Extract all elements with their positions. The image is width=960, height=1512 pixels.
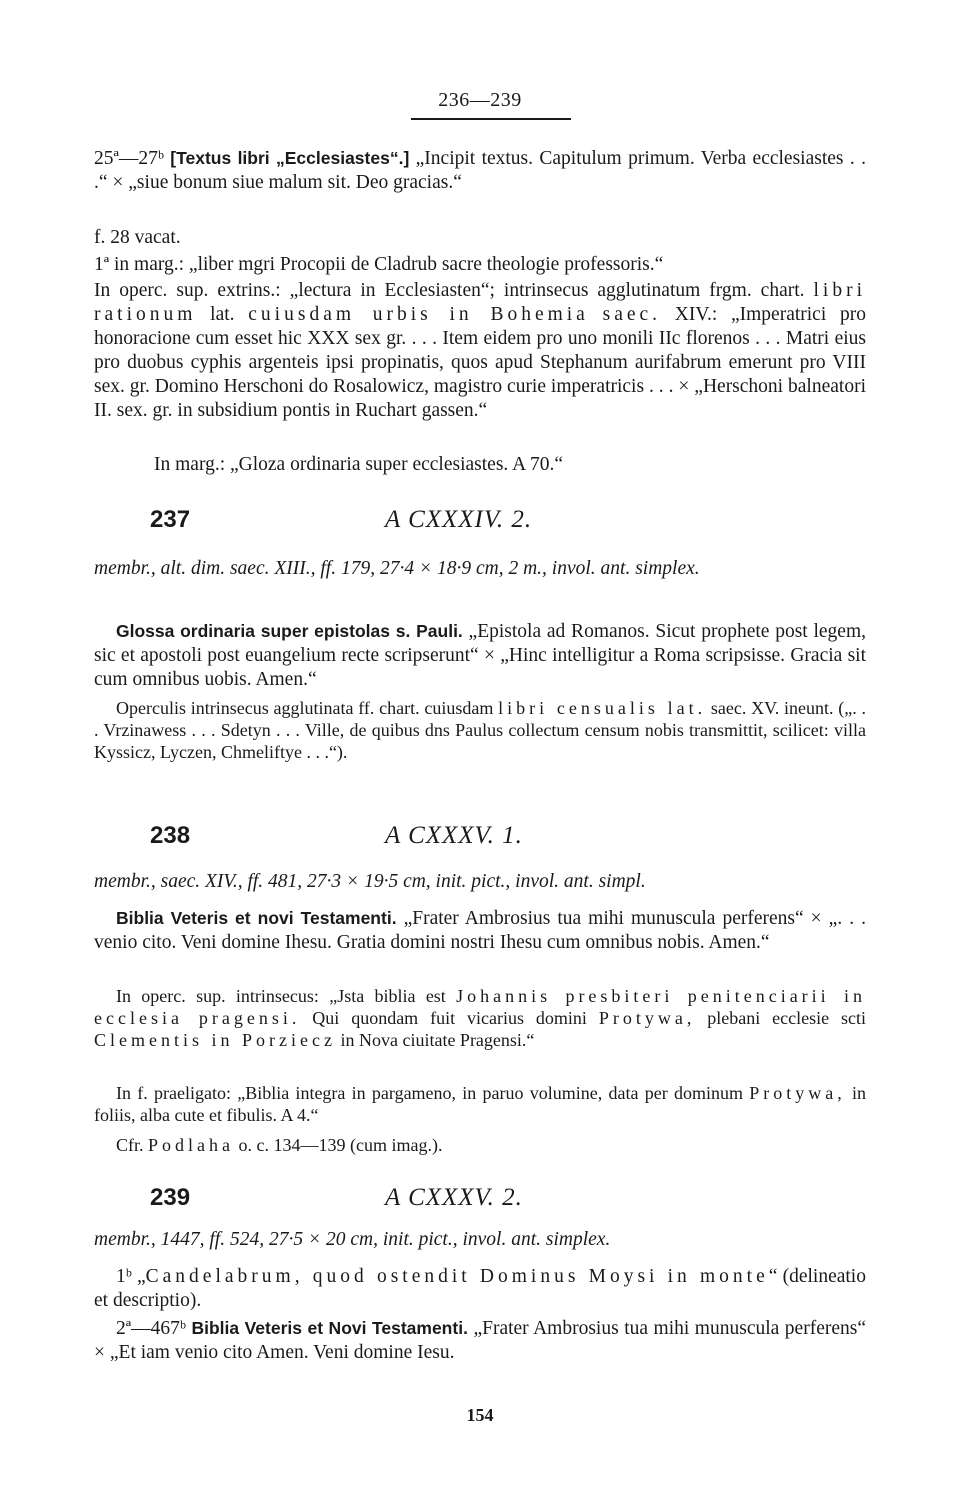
entry-236-note-gloza: In marg.: „Gloza ordinaria super ecclesiastes. A 70.“: [154, 454, 563, 475]
entry-238-note-cover: In operc. sup. intrinsecus: „Jsta biblia est Johannis presbiteri penitenciarii in ecclesia pragensi. Qui quondam fuit vicarius domini Protywa, plebani ecclesie scti Clementis in Porziecz in Nova ciuitate Pragensi.“: [94, 986, 867, 1050]
header-rule: [411, 118, 571, 120]
entry-238-note-reference: Cfr. Podlaha o. c. 134—139 (cum imag.).: [116, 1135, 443, 1155]
entry-237-note: Operculis intrinsecus agglutinata ff. chart. cuiusdam libri censualis lat. saec. XV. ineunt. („. . . Vrzinawess . . . Sdetyn . . . Ville, de quibus dns Paulus collectum censum nobis transmittit, scilicet: villa Kyssicz, Lyczen, Chmeliftye . . .“).: [94, 698, 867, 762]
entry-238-contents: [94, 906, 866, 955]
entry-238-note-flyleaf: In f. praeligato: „Biblia integra in pargameno, in paruo volumine, data per dominum Protywa, in foliis, alba cute et fibulis. A 4.“: [94, 1083, 866, 1125]
entry-239-candelabrum: 1ᵇ „Candelabrum, quod ostendit Dominus Moysi in monte“ (delineatio et descriptio).: [94, 1266, 866, 1311]
physical-description: membr., 1447, ff. 524, 27·5 × 20 cm, init. pict., invol. ant. simplex.: [94, 1229, 611, 1250]
entry-237-contents: [94, 619, 866, 692]
work-title: Biblia Veteris et novi Testamenti.: [116, 908, 397, 928]
section-title: [Textus libri „Ecclesiastes“.]: [170, 148, 410, 168]
section-text: „Incipit textus. Capitulum primum. Verba ecclesiastes . . .“ × „siue bonum siue malum sit. Deo gracias.“: [94, 148, 866, 193]
entry-number: 237: [150, 506, 191, 533]
entry-number: 238: [150, 822, 191, 849]
shelfmark: A CXXXV. 1.: [385, 822, 523, 849]
entry-236-note-cover: In operc. sup. extrins.: „lectura in Ecclesiasten“; intrinsecus agglutinatum frgm. chart. libri rationum lat. cuiusdam urbis in Bohemia saec. XIV.: „Imperatrici pro honoracione cum esset hic XXX sex gr. . . . Item eidem pro uno monili IIc florenos . . . Matri eius pro duobus cyphis argenteis ipsi propinatis, quos apud Stephanum aurifabrum emerunt pro VIII sex. gr. Domino Herschoni do Rosalowicz, magistro curie imperatricis . . . × „Herschoni balneatori II. sex. gr. in subsidium pontis in Ruchart gassen.“: [94, 280, 867, 421]
entry-number: 239: [150, 1184, 191, 1211]
work-title: Biblia Veteris et Novi Testamenti.: [191, 1318, 468, 1338]
entry-236-contents: [94, 146, 866, 195]
folio-range: 25ª—27ᵇ: [94, 148, 171, 169]
entry-236-note-margin: 1ª in marg.: „liber mgri Procopii de Cladrub sacre theologie professoris.“: [94, 254, 664, 275]
physical-description: membr., alt. dim. saec. XIII., ff. 179, 27·4 × 18·9 cm, 2 m., invol. ant. simplex.: [94, 558, 700, 579]
entry-236-note-vacat: f. 28 vacat.: [94, 227, 181, 248]
page-header-range: 236—239: [438, 89, 522, 111]
entry-239-contents: 2ª—467ᵇ Biblia Veteris et Novi Testamenti. „Frater Ambrosius tua mihi munuscula perferens“ × „Et iam venio cito Amen. Veni domine Iesu.: [94, 1318, 867, 1363]
incipit-explicit: „Frater Ambrosius tua mihi munuscula perferens“ × „. . . venio cito. Veni domine Ihesu. Gratia domini nostri Ihesu cum omnibus nobis. Amen.“: [94, 908, 866, 953]
physical-description: membr., saec. XIV., ff. 481, 27·3 × 19·5 cm, init. pict., invol. ant. simpl.: [94, 871, 646, 892]
shelfmark: A CXXXV. 2.: [385, 1184, 523, 1211]
shelfmark: A CXXXIV. 2.: [385, 506, 533, 533]
incipit-explicit: „Epistola ad Romanos. Sicut prophete post legem, sic et apostoli post euangelium recte scripserunt“ × „Hinc intelligitur a Roma scripsisse. Gracia sit cum omnibus uobis. Amen.“: [94, 621, 866, 690]
work-title: Glossa ordinaria super epistolas s. Pauli.: [116, 621, 463, 641]
page-number: 154: [466, 1405, 494, 1425]
